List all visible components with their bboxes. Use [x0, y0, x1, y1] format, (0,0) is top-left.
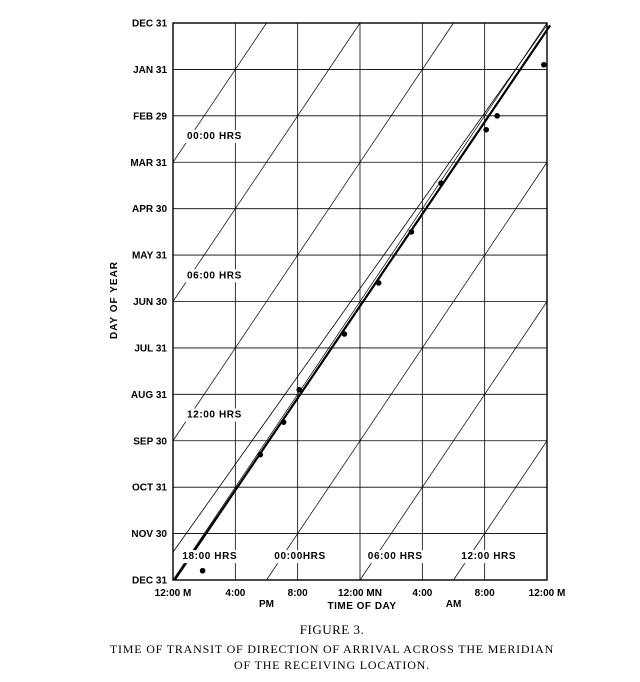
- x-tick-label: 12:00 M: [154, 588, 192, 599]
- x-tick-label: 8:00: [287, 588, 308, 599]
- data-point: [257, 452, 263, 458]
- x-tick-label: 4:00: [225, 588, 246, 599]
- lst-label: 06:00 HRS: [187, 270, 242, 282]
- data-point: [438, 180, 444, 186]
- data-point: [342, 331, 348, 337]
- fit-lines: [173, 25, 550, 580]
- x-tick-label: 4:00: [412, 588, 433, 599]
- y-tick-label: APR 30: [131, 204, 167, 216]
- y-tick-label: NOV 30: [131, 529, 167, 541]
- data-point: [281, 419, 287, 425]
- y-tick-label: AUG 31: [130, 389, 167, 401]
- lst-label: 12:00 HRS: [187, 409, 242, 421]
- x-tick-label: 12:00 MN: [338, 588, 382, 599]
- y-tick-label: MAR 31: [130, 157, 167, 169]
- data-point: [483, 127, 489, 133]
- data-points: [200, 62, 547, 574]
- x-tick-label: 8:00: [474, 588, 495, 599]
- figure-label: FIGURE 3.: [299, 622, 365, 637]
- y-tick-label: MAY 31: [131, 250, 167, 262]
- lst-label: 12:00 HRS: [461, 551, 517, 563]
- y-tick-label: DEC 31: [131, 575, 167, 587]
- y-tick-label: JAN 31: [133, 64, 167, 76]
- data-point: [376, 280, 382, 286]
- y-tick-label: JUL 31: [134, 343, 167, 355]
- lst-label: 00:00HRS: [274, 551, 326, 563]
- lst-diagonal-line: [267, 162, 548, 580]
- x-sub-label: AM: [445, 599, 462, 610]
- data-point: [409, 229, 415, 235]
- x-axis-label: TIME OF DAY: [327, 601, 397, 612]
- lst-label: 18:00 HRS: [182, 551, 238, 563]
- caption-line-1: TIME OF TRANSIT OF DIRECTION OF ARRIVAL ACROSS THE MERIDIAN: [109, 642, 555, 656]
- caption-line-2: OF THE RECEIVING LOCATION.: [234, 658, 430, 672]
- fit-line: [175, 25, 551, 580]
- data-point: [296, 387, 302, 393]
- y-axis-label: DAY OF YEAR: [109, 260, 120, 340]
- y-tick-label: DEC 31: [131, 18, 167, 30]
- data-point: [494, 113, 500, 119]
- data-point: [541, 62, 547, 68]
- y-tick-label: OCT 31: [131, 482, 167, 494]
- y-tick-label: JUN 30: [133, 297, 167, 308]
- lst-label: 06:00 HRS: [367, 551, 423, 563]
- x-sub-label: PM: [259, 599, 274, 610]
- chart-labels: [130, 19, 565, 611]
- y-tick-label: FEB 29: [133, 111, 167, 123]
- y-tick-label: SEP 30: [133, 436, 167, 448]
- x-tick-label: 12:00 M: [528, 588, 566, 599]
- lst-label: 00:00 HRS: [187, 131, 242, 143]
- data-point: [200, 568, 206, 574]
